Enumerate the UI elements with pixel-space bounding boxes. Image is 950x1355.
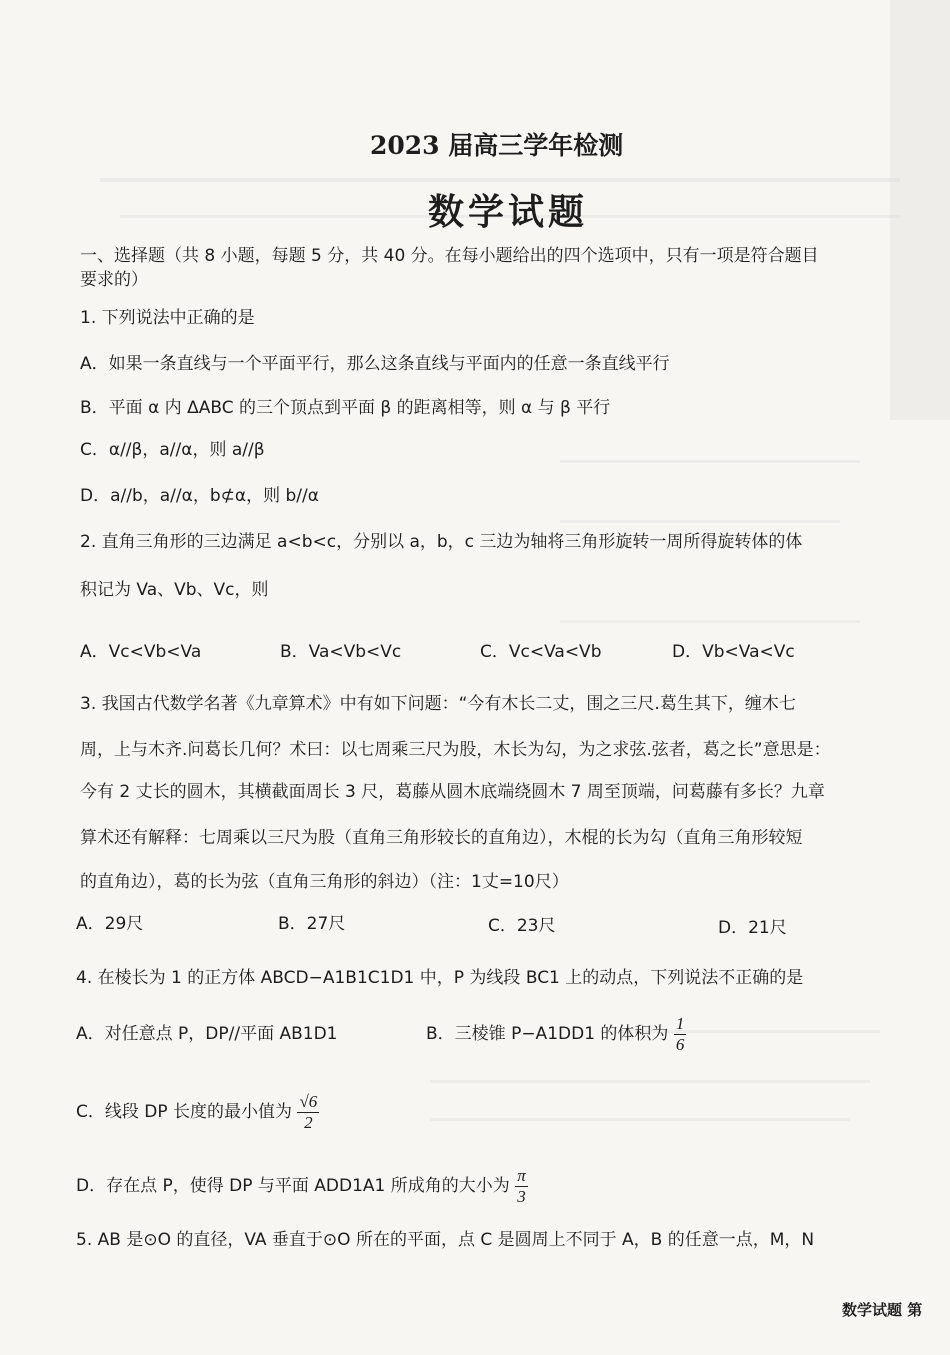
q2-option-b: B．Va<Vb<Vc <box>280 642 402 662</box>
q2-option-a: A．Vc<Vb<Va <box>80 642 202 662</box>
q4-option-b-denominator: 6 <box>675 1034 685 1054</box>
q2-option-c: C．Vc<Va<Vb <box>480 642 602 662</box>
q3-option-c: C．23尺 <box>488 916 556 936</box>
q4-option-a: A．对任意点 P，DP//平面 AB1D1 <box>76 1024 338 1044</box>
q4-option-d-numerator: π <box>517 1165 526 1185</box>
q4-option-c <box>76 1086 319 1138</box>
q5-stem: 5. AB 是⊙O 的直径，VA 垂直于⊙O 所在的平面，点 C 是圆周上不同于 A，B 的任意一点，M，N <box>76 1230 815 1250</box>
q1-option-b: B．平面 α 内 ΔABC 的三个顶点到平面 β 的距离相等，则 α 与 β 平行 <box>80 398 611 418</box>
q4-option-c-text: C．线段 DP 长度的最小值为 <box>76 1102 293 1122</box>
subject-title: 数学试题 <box>428 191 589 233</box>
q3-option-a: A．29尺 <box>76 914 144 934</box>
q4-option-d-fraction <box>515 1166 528 1207</box>
page-footer: 数学试题 第 <box>842 1301 923 1319</box>
q4-stem: 4. 在棱长为 1 的正方体 ABCD−A1B1C1D1 中，P 为线段 BC1 上的动点，下列说法不正确的是 <box>76 968 804 988</box>
q4-option-b <box>426 1008 686 1060</box>
q2-stem-line1: 2. 直角三角形的三边满足 a<b<c，分别以 a，b，c 三边为轴将三角形旋转一周所得旋转体的体 <box>80 532 803 552</box>
q4-option-d-text: D．存在点 P，使得 DP 与平面 ADD1A1 所成角的大小为 <box>76 1176 510 1196</box>
q3-option-b: B．27尺 <box>278 914 346 934</box>
q1-option-d: D．a//b，a//α，b⊄α，则 b//α <box>80 486 319 506</box>
q4-option-b-numerator: 1 <box>675 1013 685 1033</box>
q4-option-b-text: B．三棱锥 P−A1DD1 的体积为 <box>426 1024 669 1044</box>
q4-option-d-denominator: 3 <box>517 1186 526 1206</box>
q4-option-b-fraction <box>674 1014 687 1055</box>
q3-line2: 周，上与木齐.问葛长几何？术曰：以七周乘三尺为股，木长为勾，为之求弦.弦者，葛之长”意思是： <box>80 740 831 760</box>
q3-line3: 今有 2 丈长的圆木，其横截面周长 3 尺，葛藤从圆木底端绕圆木 7 周至顶端，问葛藤有多长？九章 <box>80 782 825 802</box>
q2-option-d: D．Vb<Va<Vc <box>672 642 795 662</box>
section-heading-line1: 一、选择题（共 8 小题，每题 5 分，共 40 分。在每小题给出的四个选项中，只有一项是符合题目 <box>80 246 819 266</box>
q4-option-c-denominator: 2 <box>304 1112 313 1132</box>
q3-option-d: D．21尺 <box>718 918 787 938</box>
section-heading-line2: 要求的） <box>80 270 148 290</box>
q1-option-a: A．如果一条直线与一个平面平行，那么这条直线与平面内的任意一条直线平行 <box>80 354 670 374</box>
exam-title: 2023 届高三学年检测 <box>370 131 624 160</box>
q4-option-d <box>76 1160 528 1212</box>
q4-option-c-numerator: √6 <box>299 1091 318 1111</box>
q4-option-c-fraction <box>297 1092 319 1133</box>
q2-stem-line2: 积记为 Va、Vb、Vc，则 <box>80 580 269 600</box>
q3-line5: 的直角边），葛的长为弦（直角三角形的斜边）（注：1丈=10尺） <box>80 872 569 892</box>
q1-option-c: C．α//β，a//α，则 a//β <box>80 440 265 460</box>
q1-stem: 1. 下列说法中正确的是 <box>80 308 255 328</box>
q3-line1: 3. 我国古代数学名著《九章算术》中有如下问题：“今有木长二丈，围之三尺.葛生其下，缠木七 <box>80 694 796 714</box>
q3-line4: 算术还有解释：七周乘以三尺为股（直角三角形较长的直角边），木棍的长为勾（直角三角形较短 <box>80 828 803 848</box>
